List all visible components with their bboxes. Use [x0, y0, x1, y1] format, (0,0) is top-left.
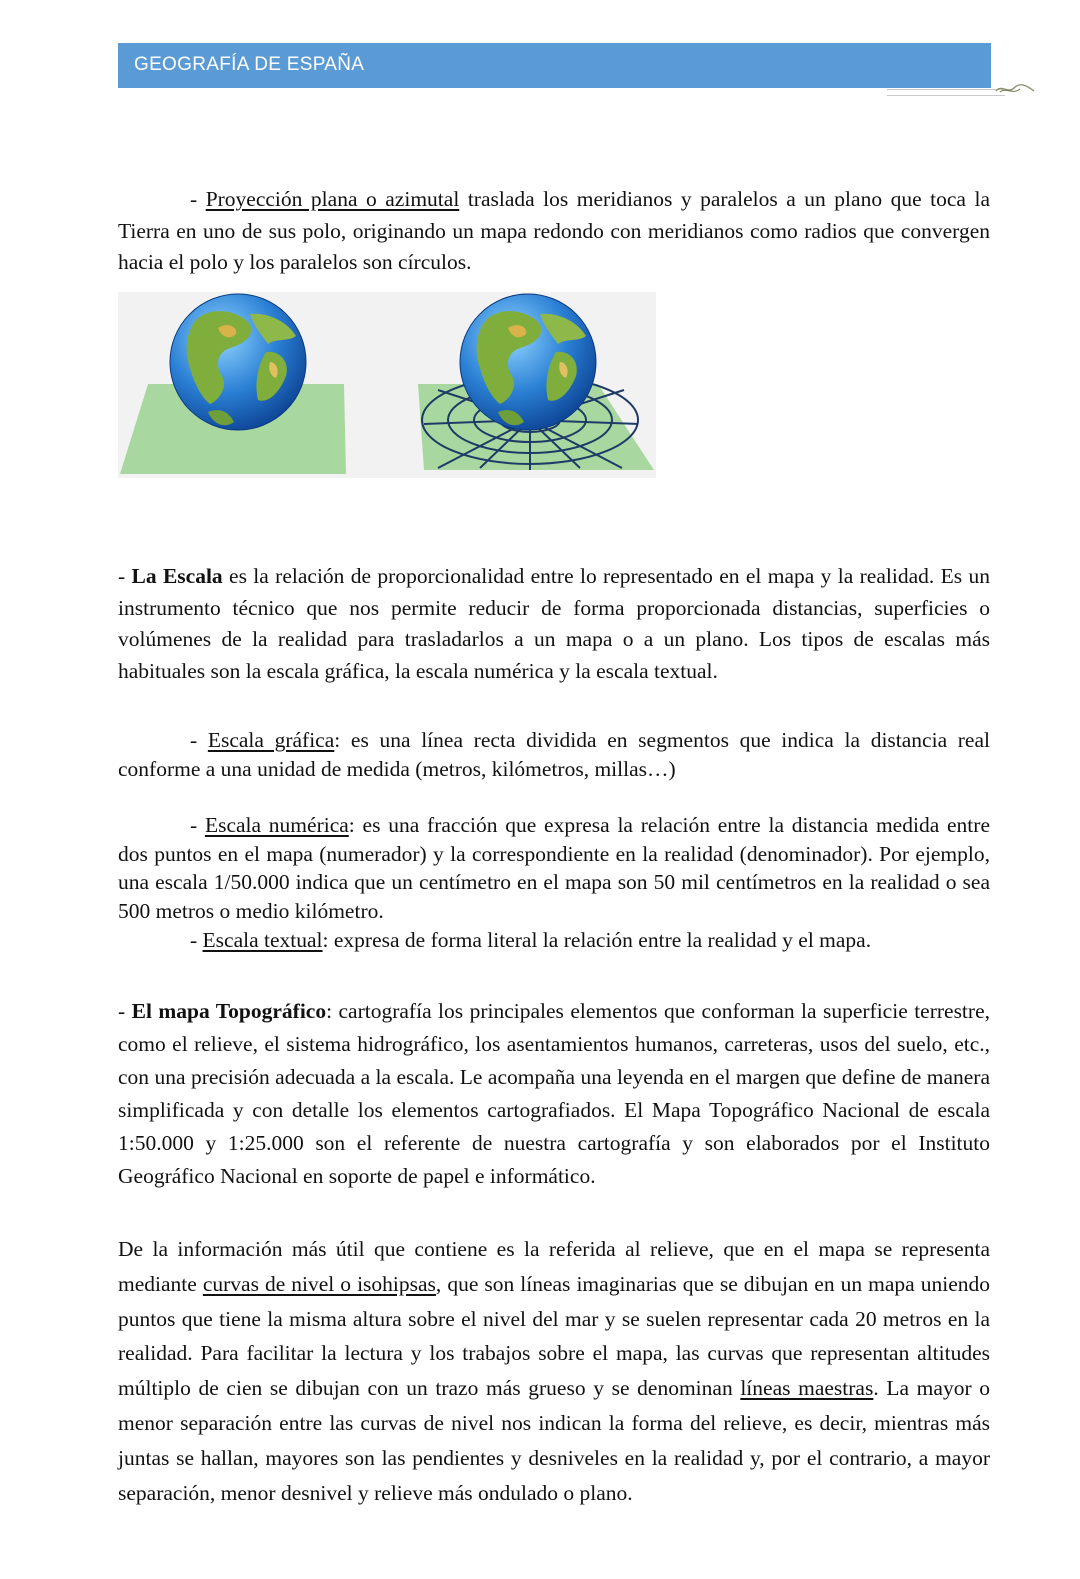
paragraph-graphic-scale — [118, 726, 990, 783]
paragraph-text: es la relación de proporcionalidad entre lo representado en el mapa y la realidad. Es un instrumento técnico que nos permite reducir de forma proporcionada distancias, superficies o volúmenes de la realidad para trasladarlos a un mapa o a un plano. Los tipos de escalas más habituales son la escala gráfica, la escala numérica y la escala textual. — [118, 564, 990, 683]
term-contour-lines: curvas de nivel o isohipsas — [202, 1271, 436, 1296]
paragraph-numeric-scale — [118, 811, 990, 925]
term-scale: La Escala — [131, 564, 223, 588]
dash: - — [190, 813, 205, 837]
paragraph-text: : expresa de forma literal la relación entre la realidad y el mapa. — [322, 928, 872, 952]
paragraph-text: De la información más útil que contiene es la referida al relieve, que en el mapa se representa mediante — [118, 1237, 990, 1296]
dash: - — [190, 728, 208, 752]
paragraph-text: : es una línea recta dividida en segmentos que indica la distancia real conforme a una unidad de medida (metros, kilómetros, millas…) — [118, 728, 990, 781]
paragraph-azimuthal-projection — [118, 184, 990, 279]
dash: - — [118, 999, 132, 1023]
term-textual-scale: Escala textual — [202, 928, 323, 952]
paragraph-topographic-map — [118, 995, 990, 1193]
paragraph-text: : cartografía los principales elementos que conforman la superficie terrestre, como el relieve, el sistema hidrográfico, los asentamientos humanos, carreteras, usos del suelo, etc., con una precisión adecuada a la escala. Le acompaña una leyenda en el margen que define de manera simplificada y con detalle los elementos cartografiados. El Mapa Topográfico Nacional de escala 1:50.000 y 1:25.000 son el referente de nuestra cartografía y son elaborados por el Instituto Geográfico Nacional en soporte de papel e informático. — [118, 999, 990, 1188]
globe-right — [460, 294, 596, 430]
term-master-lines: líneas maestras — [740, 1376, 874, 1401]
term-azimuthal-projection: Proyección plana o azimutal — [205, 187, 460, 211]
globe-left — [170, 294, 306, 430]
paragraph-text: traslada los meridianos y paralelos a un plano que toca la Tierra en uno de sus polo, originando un mapa redondo con meridianos como radios que convergen hacia el polo y los paralelos son círculos. — [118, 187, 990, 274]
header-ornament-icon — [994, 82, 1036, 96]
azimuthal-projection-figure — [118, 292, 656, 478]
term-topographic-map: El mapa Topográfico — [131, 999, 327, 1023]
term-graphic-scale: Escala gráfica — [207, 728, 335, 752]
paragraph-scale — [118, 561, 990, 687]
header-title: GEOGRAFÍA DE ESPAÑA — [134, 54, 365, 75]
paragraph-contour-lines — [118, 1232, 990, 1510]
dash: - — [190, 187, 206, 211]
dash: - — [190, 928, 203, 952]
header-rule — [887, 89, 1005, 96]
header-bar — [118, 43, 991, 88]
paragraph-textual-scale — [118, 926, 990, 955]
term-numeric-scale: Escala numérica — [204, 813, 349, 837]
paragraph-text: . La mayor o menor separación entre las curvas de nivel nos indican la forma del relieve, es decir, mientras más juntas se hallan, mayores son las pendientes y desniveles en la realidad y, por el contrario, a mayor separación, menor desnivel y relieve más ondulado o plano. — [118, 1376, 990, 1505]
paragraph-text: : es una fracción que expresa la relación entre la distancia medida entre dos puntos en el mapa (numerador) y la correspondiente en la realidad (denominador). Por ejemplo, una escala 1/50.000 indica que un centímetro en el mapa son 50 mil centímetros en la realidad o sea 500 metros o medio kilómetro. — [118, 813, 990, 923]
dash: - — [118, 564, 132, 588]
paragraph-text: , que son líneas imaginarias que se dibujan en un mapa uniendo puntos que tiene la misma altura sobre el nivel del mar y se suelen representar cada 20 metros en la realidad. Para facilitar la lectura y los trabajos sobre el mapa, las curvas que representan altitudes múltiplo de cien se dibujan con un trazo más grueso y se denominan — [118, 1271, 990, 1401]
